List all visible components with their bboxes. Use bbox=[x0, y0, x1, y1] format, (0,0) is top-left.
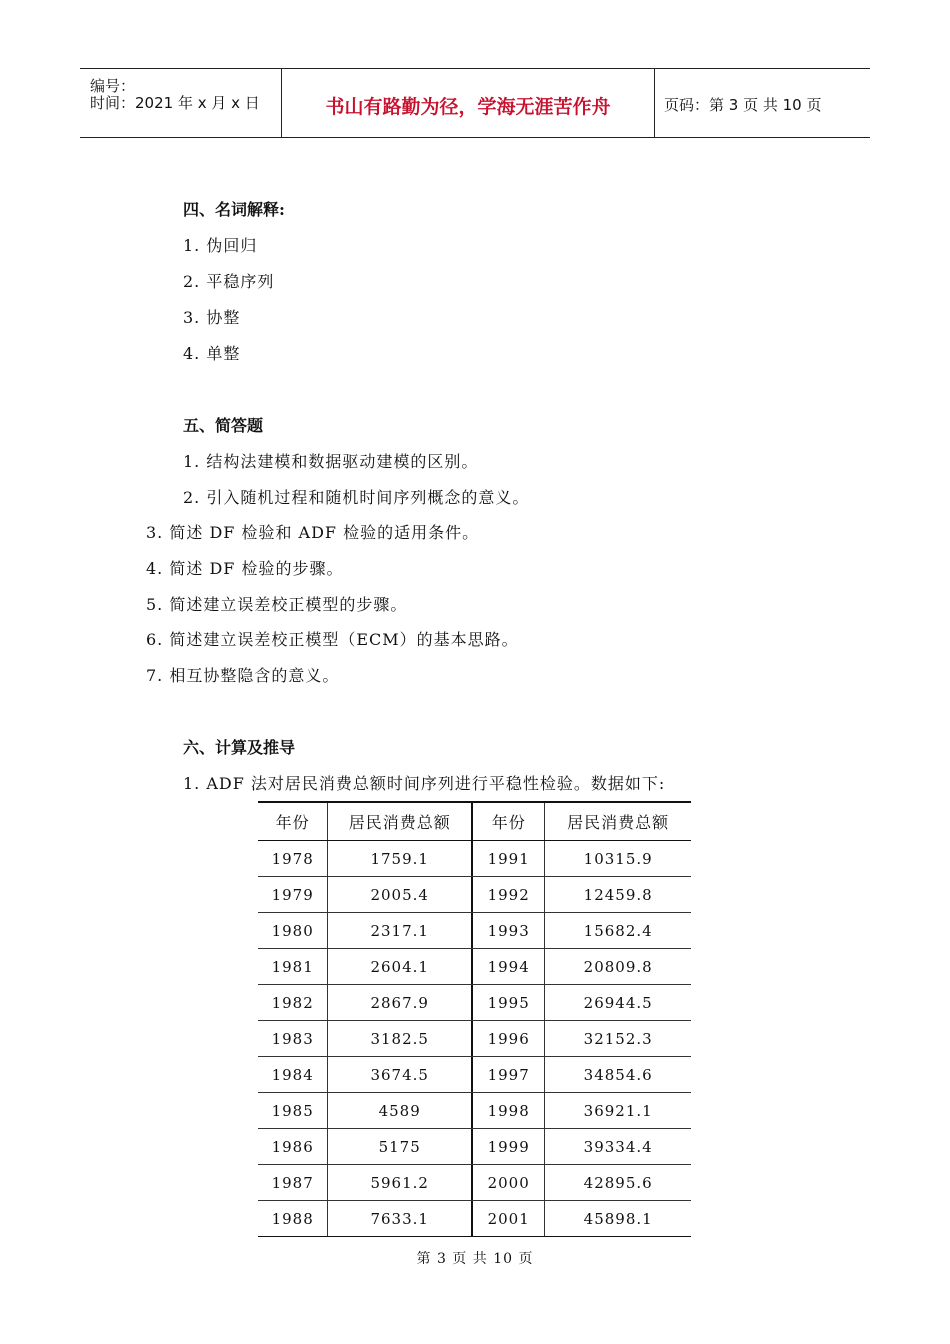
table-header-row bbox=[258, 803, 691, 841]
table-cell: 1982 bbox=[271, 993, 314, 1012]
list-item: 5. 简述建立误差校正模型的步骤。 bbox=[146, 595, 408, 614]
table-cell: 1986 bbox=[271, 1137, 314, 1156]
motto-text: 书山有路勤为径，学海无涯苦作舟 bbox=[325, 96, 611, 118]
number-label: 编号： bbox=[90, 77, 136, 95]
list-item: 4. 单整 bbox=[183, 344, 241, 363]
table-cell: 1988 bbox=[271, 1209, 314, 1228]
table-row bbox=[258, 877, 691, 913]
list-item: 3. 简述 DF 检验和 ADF 检验的适用条件。 bbox=[146, 523, 480, 542]
table-cell: 45898.1 bbox=[544, 1201, 691, 1236]
section-5-title: 五、简答题 bbox=[183, 416, 264, 435]
section-6-title: 六、计算及推导 bbox=[183, 738, 296, 757]
list-item: 4. 简述 DF 检验的步骤。 bbox=[146, 559, 344, 578]
list-item: 1. 结构法建模和数据驱动建模的区别。 bbox=[183, 452, 479, 471]
list-item: 1. 伪回归 bbox=[183, 236, 258, 255]
table-cell: 1978 bbox=[271, 849, 314, 868]
table-row bbox=[258, 1129, 691, 1165]
table-cell: 34854.6 bbox=[544, 1057, 691, 1092]
table-cell: 7633.1 bbox=[327, 1201, 471, 1236]
list-item: 2. 平稳序列 bbox=[183, 272, 275, 291]
table-row bbox=[258, 1165, 691, 1201]
table-cell: 2005.4 bbox=[327, 877, 471, 912]
table-cell: 1984 bbox=[271, 1065, 314, 1084]
table-cell: 1995 bbox=[471, 985, 544, 1020]
header-page-info bbox=[654, 69, 870, 137]
header-cell: 居民消费总额 bbox=[327, 803, 471, 840]
table-cell: 39334.4 bbox=[544, 1129, 691, 1164]
table-cell: 1981 bbox=[271, 957, 314, 976]
table-cell: 42895.6 bbox=[544, 1165, 691, 1200]
table-cell: 10315.9 bbox=[544, 841, 691, 876]
table-cell: 1991 bbox=[471, 841, 544, 876]
table-cell: 1980 bbox=[271, 921, 314, 940]
table-cell: 2001 bbox=[471, 1201, 544, 1236]
table-row bbox=[258, 1201, 691, 1236]
table-row bbox=[258, 1021, 691, 1057]
header-cell: 居民消费总额 bbox=[544, 803, 691, 840]
table-cell: 36921.1 bbox=[544, 1093, 691, 1128]
table-cell: 2867.9 bbox=[327, 985, 471, 1020]
section-4-title: 四、名词解释: bbox=[183, 200, 285, 219]
header-cell: 年份 bbox=[275, 813, 310, 832]
table-cell: 2604.1 bbox=[327, 949, 471, 984]
question-1: 1. ADF 法对居民消费总额时间序列进行平稳性检验。数据如下: bbox=[183, 774, 666, 793]
table-cell: 1992 bbox=[471, 877, 544, 912]
table-cell: 2000 bbox=[471, 1165, 544, 1200]
header-cell: 年份 bbox=[471, 803, 544, 840]
table-cell: 5175 bbox=[327, 1129, 471, 1164]
table-cell: 1979 bbox=[271, 885, 314, 904]
table-cell: 1998 bbox=[471, 1093, 544, 1128]
list-item: 2. 引入随机过程和随机时间序列概念的意义。 bbox=[183, 488, 530, 507]
date-label: 时间：2021 年 x 月 x 日 bbox=[90, 94, 260, 112]
table-cell: 32152.3 bbox=[544, 1021, 691, 1056]
page-header bbox=[80, 68, 870, 138]
table-row bbox=[258, 949, 691, 985]
table-cell: 1983 bbox=[271, 1029, 314, 1048]
table-cell: 3182.5 bbox=[327, 1021, 471, 1056]
page-footer: 第 3 页 共 10 页 bbox=[416, 1251, 534, 1267]
table-cell: 12459.8 bbox=[544, 877, 691, 912]
table-cell: 1994 bbox=[471, 949, 544, 984]
table-cell: 1997 bbox=[471, 1057, 544, 1092]
table-cell: 1996 bbox=[471, 1021, 544, 1056]
header-meta bbox=[80, 69, 281, 137]
table-cell: 3674.5 bbox=[327, 1057, 471, 1092]
table-cell: 1987 bbox=[271, 1173, 314, 1192]
table-body bbox=[258, 841, 691, 1236]
table-cell: 4589 bbox=[327, 1093, 471, 1128]
table-cell: 5961.2 bbox=[327, 1165, 471, 1200]
consumption-table bbox=[258, 801, 691, 1237]
table-cell: 15682.4 bbox=[544, 913, 691, 948]
table-cell: 1993 bbox=[471, 913, 544, 948]
list-item: 7. 相互协整隐含的意义。 bbox=[146, 666, 340, 685]
table-cell: 1759.1 bbox=[327, 841, 471, 876]
table-cell: 1999 bbox=[471, 1129, 544, 1164]
page-info-text: 页码：第 3 页 共 10 页 bbox=[664, 96, 822, 114]
table-row bbox=[258, 1093, 691, 1129]
table-cell: 2317.1 bbox=[327, 913, 471, 948]
header-motto bbox=[281, 69, 655, 137]
table-row bbox=[258, 841, 691, 877]
list-item: 6. 简述建立误差校正模型（ECM）的基本思路。 bbox=[146, 630, 519, 649]
table-row bbox=[258, 1057, 691, 1093]
table-row bbox=[258, 913, 691, 949]
table-cell: 20809.8 bbox=[544, 949, 691, 984]
table-cell: 1985 bbox=[271, 1101, 314, 1120]
table-cell: 26944.5 bbox=[544, 985, 691, 1020]
table-row bbox=[258, 985, 691, 1021]
list-item: 3. 协整 bbox=[183, 308, 241, 327]
